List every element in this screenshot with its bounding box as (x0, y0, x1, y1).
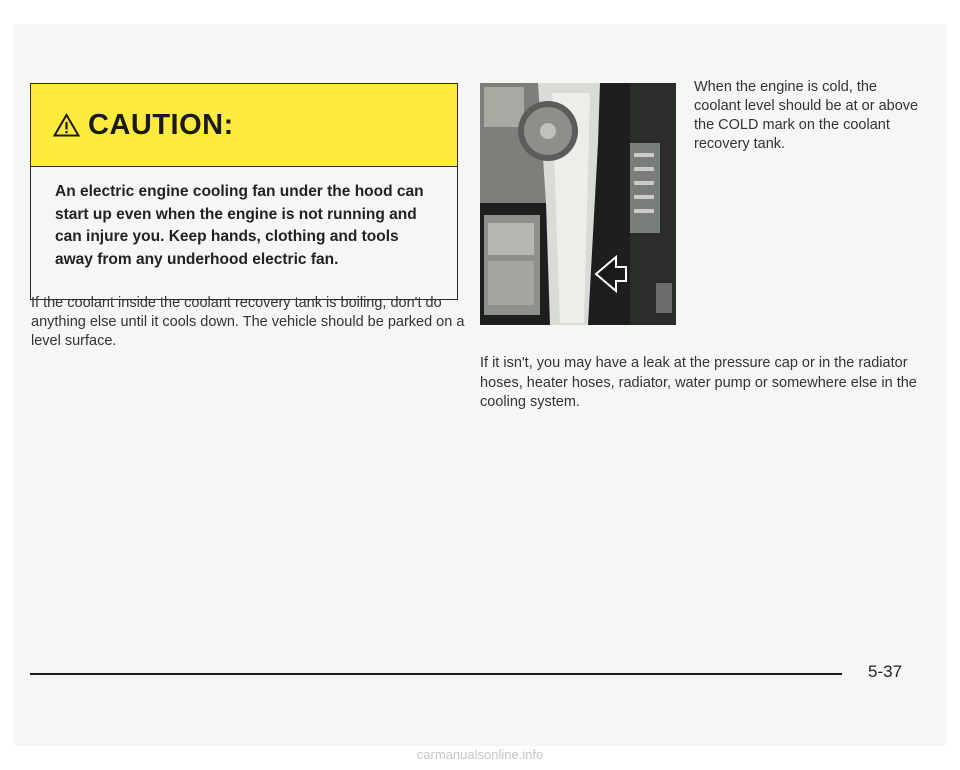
arrow-left-icon (594, 255, 628, 293)
caution-header (31, 84, 457, 167)
caution-text: An electric engine cooling fan under the hood can start up even when the engine is not running and can injure you. Keep hands, clothing and tools away from any underhood electric fan. (55, 183, 424, 268)
coolant-tank-photo (480, 83, 676, 325)
footer-rule (30, 673, 842, 675)
coolant-boiling-paragraph: If the coolant inside the coolant recovery tank is boiling, don't do anything else until it cools down. The vehicle should be parked on a level surface. (31, 295, 465, 349)
caution-box (30, 83, 458, 300)
coolant-leak-paragraph: If it isn't, you may have a leak at the pressure cap or in the radiator hoses, heater hoses, radiator, water pump or somewhere else in the cooling system. (480, 355, 917, 410)
watermark: carmanualsonline.info (416, 747, 544, 762)
page-number: 5-37 (868, 662, 903, 681)
warning-triangle-icon (53, 113, 80, 137)
coolant-level-paragraph: When the engine is cold, the coolant level should be at or above the COLD mark on the coolant recovery tank. (694, 79, 919, 152)
caution-title: CAUTION: (88, 108, 234, 141)
